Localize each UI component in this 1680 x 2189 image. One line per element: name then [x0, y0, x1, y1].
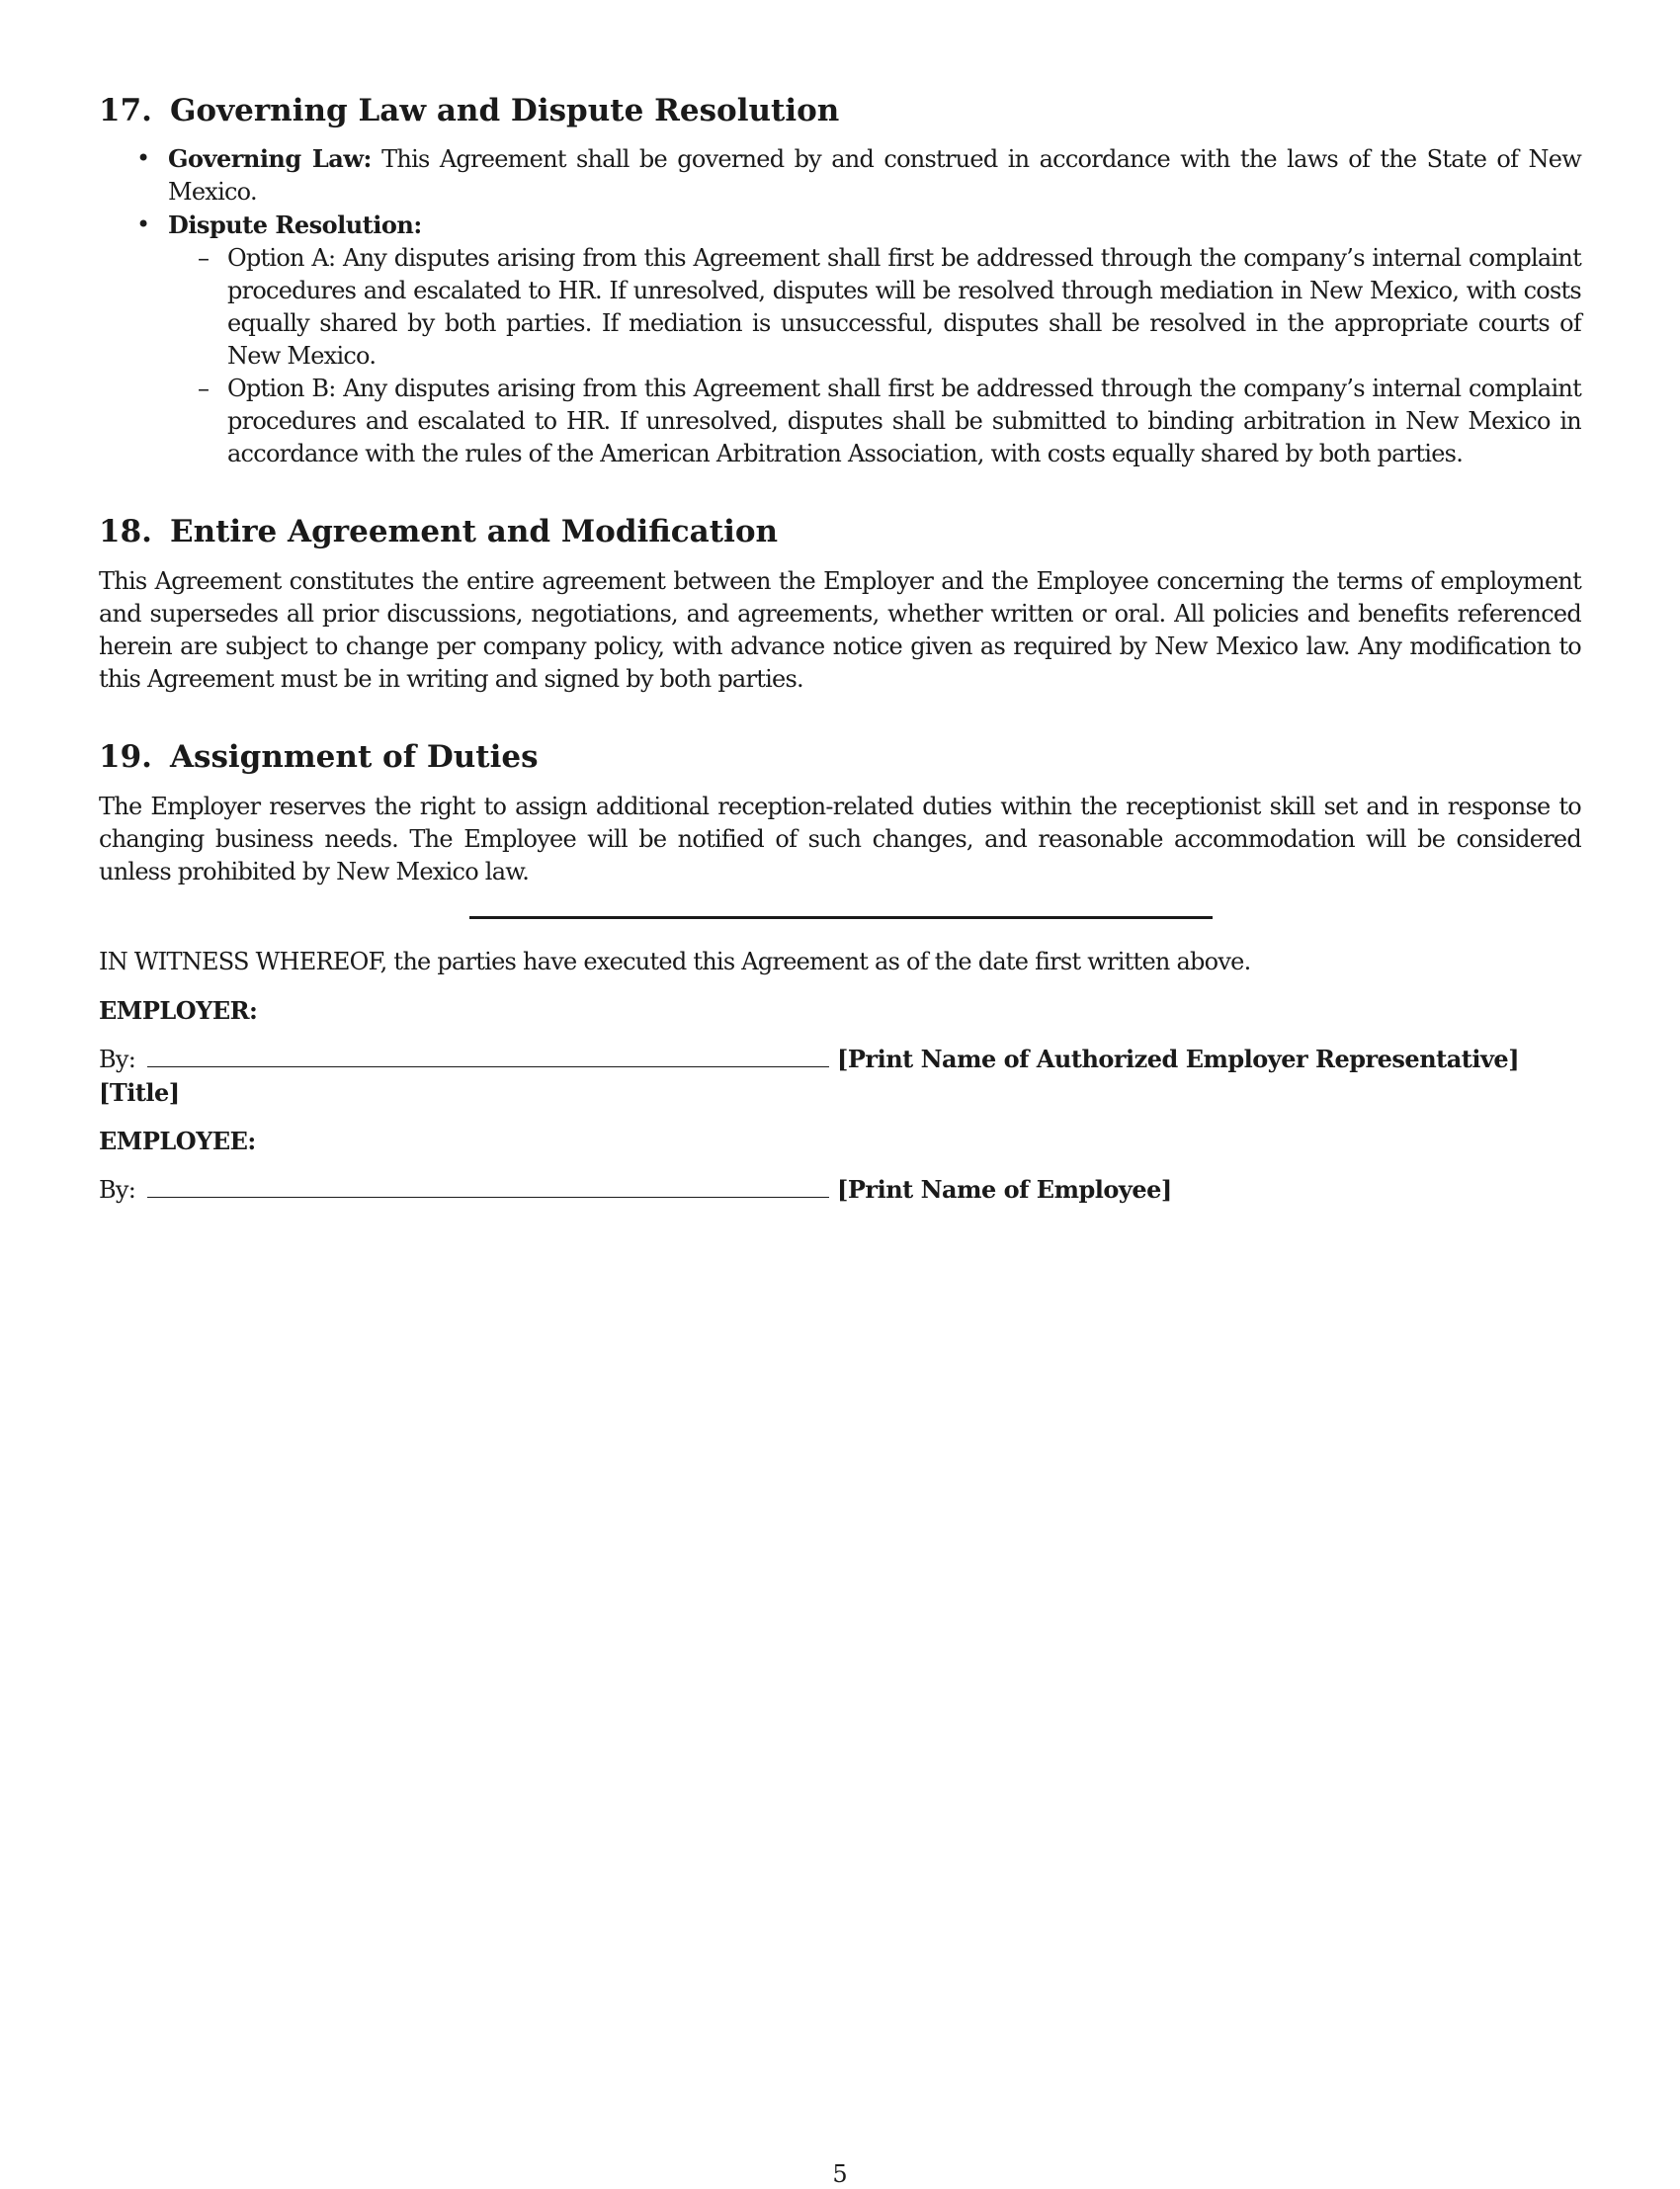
rule-container: [99, 888, 1581, 946]
witness-statement: IN WITNESS WHEREOF, the parties have executed this Agreement as of the date first written above.: [99, 948, 1251, 975]
dash-icon: –: [198, 244, 210, 272]
section-number: 18.: [99, 514, 152, 549]
employee-signature-line[interactable]: [147, 1175, 829, 1198]
employee-signature-row: [99, 1173, 1581, 1207]
employee-by-label: By:: [99, 1176, 136, 1204]
section-number: 17.: [99, 93, 152, 128]
section-title: Entire Agreement and Modification: [169, 514, 779, 549]
governing-law-text: This Agreement shall be governed by and construed in accordance with the laws of the State of New Mexico.: [168, 145, 1581, 206]
governing-law-item: [99, 142, 1581, 209]
bullet-icon: •: [136, 210, 150, 238]
governing-law-label: Governing Law:: [168, 144, 372, 173]
section-17-heading: [99, 91, 1581, 130]
section-title: Assignment of Duties: [169, 739, 539, 775]
dispute-resolution-item: [99, 209, 1581, 470]
dash-icon: –: [198, 375, 210, 402]
section-title: Governing Law and Dispute Resolution: [169, 93, 840, 128]
employer-signature-line[interactable]: [147, 1045, 829, 1067]
section-19-heading: [99, 737, 1581, 777]
section-18-body: This Agreement constitutes the entire agreement between the Employer and the Employee concerning the terms of employment and supersedes all prior discussions, negotiations, and agreements, whether written or oral. All policies and benefits referenced herein are subject to change per company policy, with advance notice given as required by New Mexico law. Any modification to this Agreement must be in writing and signed by both parties.: [99, 567, 1581, 693]
option-b-item: [168, 373, 1581, 470]
employer-by-label: By:: [99, 1046, 136, 1073]
section-number: 19.: [99, 739, 152, 775]
document-page: [99, 91, 1581, 1207]
section-18-heading: [99, 512, 1581, 551]
employer-signature-row: [99, 1043, 1581, 1076]
option-a-item: [168, 242, 1581, 373]
section-17-list: [99, 142, 1581, 470]
horizontal-divider: [469, 916, 1213, 919]
bullet-icon: •: [136, 144, 150, 172]
dispute-options-list: [168, 242, 1581, 470]
section-19-body: The Employer reserves the right to assign additional reception-related duties within the receptionist skill set and in response to changing business needs. The Employee will be notified of such changes, and reasonable accommodation will be considered unless prohibited by New Mexico law.: [99, 793, 1581, 885]
option-a-text: Option A: Any disputes arising from this Agreement shall first be addressed through the company’s internal complaint procedures and escalated to HR. If unresolved, disputes will be resolved through mediation in New Mexico, with costs equally shared by both parties. If mediation is unsuccessful, disputes shall be resolved in the appropriate courts of New Mexico.: [227, 244, 1581, 370]
employer-print-name: [Print Name of Authorized Employer Representative]: [837, 1045, 1520, 1073]
employee-print-name: [Print Name of Employee]: [837, 1175, 1172, 1204]
page-number: 5: [832, 2160, 848, 2188]
option-b-text: Option B: Any disputes arising from this Agreement shall first be addressed through the company’s internal complaint procedures and escalated to HR. If unresolved, disputes shall be submitted to binding arbitration in New Mexico in accordance with the rules of the American Arbitration Association, with costs equally shared by both parties.: [227, 375, 1581, 467]
employer-title: [Title]: [99, 1078, 180, 1107]
employer-heading: EMPLOYER:: [99, 996, 258, 1025]
employee-heading: EMPLOYEE:: [99, 1127, 256, 1155]
dispute-resolution-label: Dispute Resolution:: [168, 210, 422, 239]
